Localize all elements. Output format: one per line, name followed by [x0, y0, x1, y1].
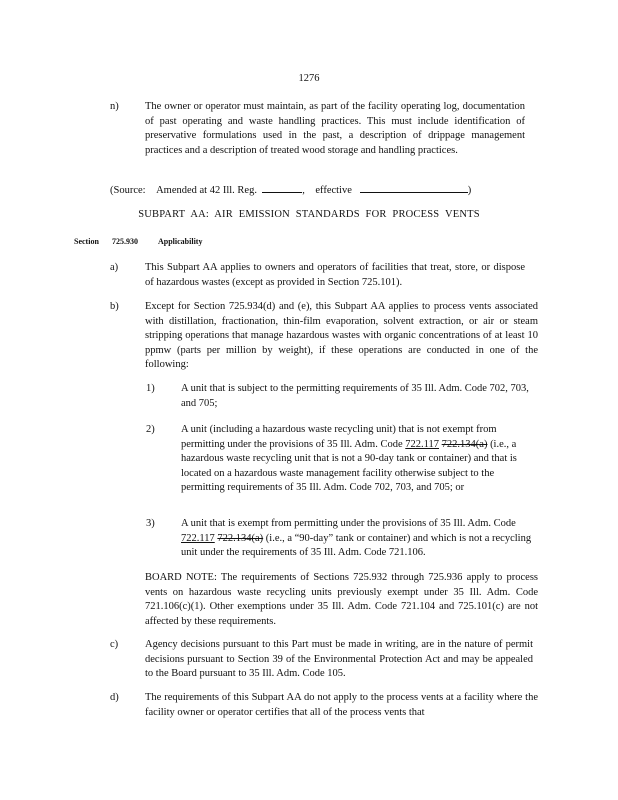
item-b1-text: A unit that is subject to the permitting requirements of 35 Ill. Adm. Code 702, 703, and 705;: [181, 383, 529, 409]
item-a-text: This Subpart AA applies to owners and operators of facilities that treat, store, or dispose of hazardous wastes (except as provided in Section 725.101).: [145, 262, 525, 288]
item-b3-before: A unit that is exempt from permitting under the provisions of 35 Ill. Adm. Code: [181, 518, 516, 529]
source-effective: effective: [315, 185, 352, 196]
section-title: Applicability: [158, 237, 203, 246]
item-b2-text: [181, 423, 537, 496]
subpart-heading: SUBPART AA: AIR EMISSION STANDARDS FOR PROCESS VENTS: [138, 209, 480, 220]
item-b1-label: 1): [146, 383, 155, 394]
item-b3-struck: 722.134(a): [217, 532, 264, 544]
item-b-label: b): [110, 301, 119, 312]
item-c-text: Agency decisions pursuant to this Part must be made in writing, are in the nature of permit decisions pursuant to Section 39 of the Environmental Protection Act and may be appealed to the Board pursuant to 35 Ill. Adm. Code 105.: [145, 639, 533, 679]
item-b2-after: (i.e., a hazardous waste recycling unit that is not a 90-day tank or container) and that is located on a hazardous waste management facility otherwise subject to the permitting requirements of 35 Ill. Adm. Code 702, 703, and 705; or: [181, 438, 517, 493]
item-d-text: The requirements of this Subpart AA do not apply to the process vents at a facility where the facility owner or operator certifies that all of the process vents that: [145, 692, 538, 718]
item-b2-struck: 722.134(a): [441, 438, 488, 450]
item-b-text: Except for Section 725.934(d) and (e), this Subpart AA applies to process vents associated with distillation, fractionation, thin-film evaporation, solvent extraction, or air or steam stripping operations that manage hazardous wastes with organic concentrations of at least 10 ppmw (parts per million by weight), if these operations are conducted in one of the following:: [145, 301, 538, 370]
section-number: 725.930: [112, 237, 138, 246]
item-b3-label: 3): [146, 518, 155, 529]
source-amended: Amended at 42 Ill. Reg.: [156, 185, 257, 196]
item-a-label: a): [110, 262, 119, 273]
item-b3-text: [181, 517, 537, 561]
page-number: 1276: [298, 73, 320, 84]
item-b3-inserted: 722.117: [181, 532, 215, 544]
item-d-label: d): [110, 692, 119, 703]
item-n-label: n): [110, 101, 119, 112]
source-close: ): [467, 185, 472, 196]
reg-blank: [262, 182, 302, 193]
board-note: BOARD NOTE: The requirements of Sections 725.932 through 725.936 apply to process vents on hazardous waste recycling units previously exempt under 35 Ill. Adm. Code 721.106(c)(1). Other exemptions under 35 Ill. Adm. Code 721.104 and 725.101(c) are not affected by these requirements.: [145, 572, 538, 627]
section-word: Section: [74, 237, 99, 246]
source-comma: ,: [302, 185, 305, 196]
item-b2-inserted: 722.117: [405, 438, 440, 450]
item-b2-before: A unit (including a hazardous waste recycling unit) that is not exempt from permitting under the provisions of 35 Ill. Adm. Code: [181, 424, 497, 450]
effective-blank: [360, 182, 468, 193]
source-prefix: (Source:: [110, 185, 146, 196]
item-b3-after: (i.e., a “90-day” tank or container) and which is not a recycling unit under the requirements of 35 Ill. Adm. Code 721.106.: [181, 532, 532, 558]
source-note: [110, 182, 471, 199]
item-n-text: The owner or operator must maintain, as part of the facility operating log, documentation of past operating and waste handling practices. This must include identification of preservative formulations used in the past, a description of drippage management practices and a description of treated wood storage and handling practices.: [145, 101, 525, 156]
item-b2-label: 2): [146, 424, 155, 435]
item-c-label: c): [110, 639, 119, 650]
